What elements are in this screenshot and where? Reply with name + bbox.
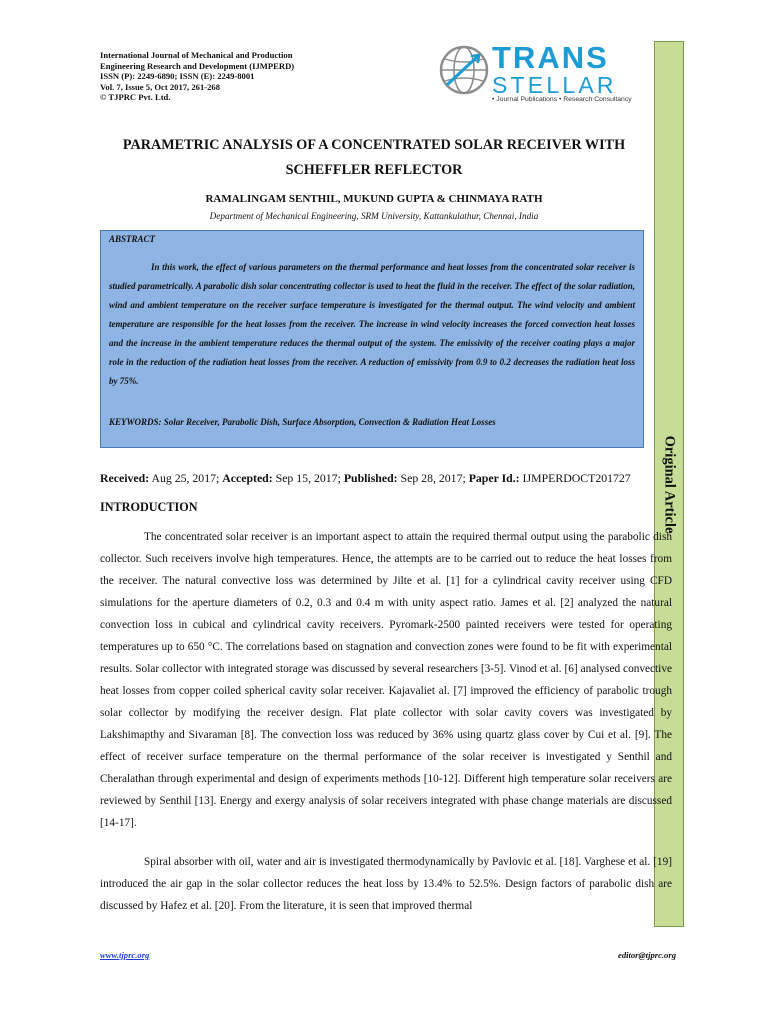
accepted-label: Accepted: [222,471,273,485]
paper-id: IJMPERDOCT201727 [519,471,631,485]
paper-title-line2: SCHEFFLER REFLECTOR [285,162,463,178]
introduction-paragraph-1: The concentrated solar receiver is an important aspect to attain the required thermal output using the parabolic dish collector. Such receivers involve high temperatures. Hence, the attempts are to be carried out to reduce the heat losses from the receiver. The natural convective loss was determined by Jilte et al. [1] for a cylindrical cavity receiver using CFD simulations for the aperture diameters of 0.2, 0.3 and 0.4 m with unity aspect ratio. James et al. [2] analyzed the natural convection loss in cubical and cylindrical cavity receivers. Pyromark-2500 painted receivers were tested for operating temperatures up to 650 °C. The correlations based on stagnation and convection zones were found to be fit with experimental results. Solar collector with integrated storage was discussed by several researchers [3-5]. Vinod et al. [6] analysed convective heat losses from copper coiled spherical cavity solar receiver. Kajavaliet al. [7] improved the efficiency of parabolic trough solar collector by modifying the receiver design. Flat plate collector with solar cavity covers was investigated by Lakshimapthy and Sivaraman [8]. The convection loss was reduced by 36% using quartz glass cover by Cui et al. [9]. The effect of receiver surface temperature on the thermal performance of the solar receiver is investigated y Senthil and Cheralathan through experimental and design of experiments methods [10-12]. Different high temperature solar receivers are reviewed by Senthil [13]. Energy and exergy analysis of solar receivers integrated with phase change materials are discussed [14-17]. [100,531,672,829]
paper-affiliation: Department of Mechanical Engineering, SRM University, Kattankulathur, Chennai, India [209,211,539,221]
received-label: Received: [100,471,150,485]
journal-website-link[interactable]: www.tjprc.org [100,950,150,960]
keywords: KEYWORDS: Solar Receiver, Parabolic Dish, Surface Absorption, Convection & Radiation Heat Losses [109,417,496,427]
journal-issn: ISSN (P): 2249-6890; ISSN (E): 2249-8001 [100,71,255,82]
journal-name-line1: International Journal of Mechanical and Production [100,50,293,60]
journal-copyright: © TJPRC Pvt. Ltd. [100,92,171,103]
logo-word-stellar: STELLAR [492,72,617,98]
received-date: Aug 25, 2017; [149,471,223,485]
logo-word-trans: TRANS [492,40,609,75]
publication-dates [100,471,660,486]
journal-email: editor@tjprc.org [618,950,676,960]
published-label: Published: [343,471,398,485]
abstract-box [100,230,644,448]
paper-id-label: Paper Id.: [468,471,520,485]
article-type-label: Original Article [661,435,678,533]
paper-title [100,133,648,183]
introduction-paragraph-2: Spiral absorber with oil, water and air is investigated thermodynamically by Pavlovic et al. [18]. Varghese et al. [19] introduced the air gap in the solar collector reduces the heat loss by 13.4% to 52.5%. Design factors of parabolic dish are discussed by Hafez et al. [20]. From the literature, it is seen that improved thermal [100,856,672,912]
journal-name-line2: Engineering Research and Development (IJMPERD) [100,60,295,71]
transstellar-logo [438,40,650,106]
journal-volume: Vol. 7, Issue 5, Oct 2017, 261-268 [100,81,220,92]
logo-tagline: • Journal Publications • Research Consultancy [492,96,632,103]
published-date: Sep 28, 2017; [397,471,469,485]
paper-authors: RAMALINGAM SENTHIL, MUKUND GUPTA & CHINMAYA RATH [205,193,543,205]
abstract-text: In this work, the effect of various parameters on the thermal performance and heat losses from the concentrated solar receiver is studied parametrically. A parabolic dish solar concentrating collector is used to heat the fluid in the receiver. The effect of the solar radiation, wind and ambient temperature on the receiver surface temperature is investigated for the thermal output. The wind velocity and ambient temperature are responsible for the heat losses from the receiver. The increase in wind velocity increases the forced convection heat losses and the increase in the ambient temperature reduces the thermal output of the system. The emissivity of the receiver coating plays a major role in the reduction of the radiation heat losses from the receiver. A reduction of emissivity from 0.9 to 0.2 decreases the radiation heat loss by 75%. [109,262,635,386]
globe-icon [438,44,490,96]
introduction-heading: INTRODUCTION [100,500,198,514]
abstract-heading: ABSTRACT [109,234,156,244]
journal-info [100,50,430,103]
accepted-date: Sep 15, 2017; [272,471,344,485]
paper-title-line1: PARAMETRIC ANALYSIS OF A CONCENTRATED SOLAR RECEIVER WITH [122,137,626,153]
